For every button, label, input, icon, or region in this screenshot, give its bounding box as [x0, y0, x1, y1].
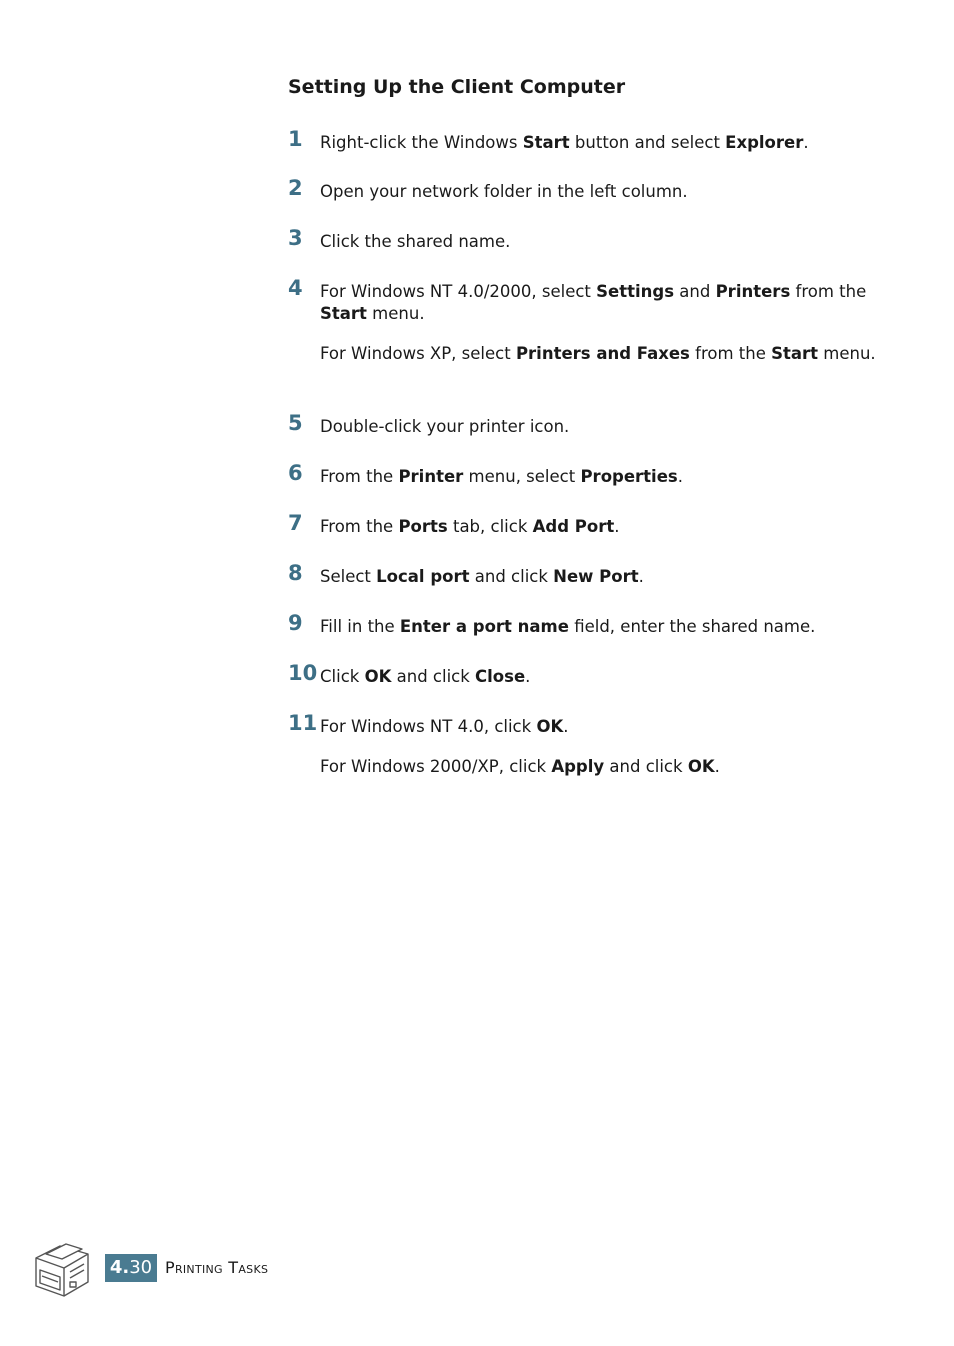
page-footer — [30, 1232, 430, 1302]
step-text — [320, 516, 888, 538]
step-text-run: . — [525, 667, 531, 686]
step-text-run: Click the shared name. — [320, 232, 511, 251]
step-text-run: From the — [320, 467, 399, 486]
ui-term: Start — [771, 344, 819, 363]
step-paragraph — [320, 281, 888, 325]
step-number: 8 — [288, 561, 303, 585]
step-text-run: . — [638, 567, 644, 586]
step-text-run: menu. — [366, 304, 425, 323]
ui-term: Explorer — [725, 133, 804, 152]
step-item — [288, 411, 888, 438]
ui-term: Add Port — [532, 517, 615, 536]
step-text-run: Fill in the — [320, 617, 400, 636]
step-number: 9 — [288, 611, 303, 635]
step-paragraph — [320, 181, 888, 203]
step-text-run: button and select — [569, 133, 726, 152]
step-text-run: For Windows NT 4.0/2000, select — [320, 282, 597, 301]
step-item — [288, 711, 888, 778]
step-text-run: . — [714, 757, 720, 776]
printer-icon — [30, 1232, 94, 1302]
step-text — [320, 416, 888, 438]
page-number: 30 — [129, 1257, 153, 1278]
step-paragraph — [320, 566, 888, 588]
step-text-run: and click — [469, 567, 554, 586]
ui-term: Printers — [715, 282, 791, 301]
step-number: 5 — [288, 411, 303, 435]
step-paragraph — [320, 416, 888, 438]
step-number: 11 — [288, 711, 318, 735]
step-text-run: field, enter the shared name. — [568, 617, 816, 636]
ui-term: Ports — [398, 517, 448, 536]
step-text-run: . — [677, 467, 683, 486]
step-text — [320, 616, 888, 638]
step-item — [288, 461, 888, 488]
step-text — [320, 132, 888, 154]
step-paragraph — [320, 466, 888, 488]
step-text-run: tab, click — [447, 517, 533, 536]
step-text-run: from the — [689, 344, 772, 363]
step-number: 3 — [288, 226, 303, 250]
step-text-run: From the — [320, 517, 399, 536]
step-text-run: Select — [320, 567, 377, 586]
step-number: 7 — [288, 511, 303, 535]
step-text — [320, 181, 888, 203]
step-text — [320, 466, 888, 488]
ui-term: Start — [320, 304, 367, 323]
step-item — [288, 127, 888, 154]
ui-term: Start — [522, 133, 570, 152]
step-text — [320, 666, 888, 688]
step-text-run: For Windows 2000/XP, click — [320, 757, 552, 776]
ui-term: Close — [475, 667, 526, 686]
page-title: Setting Up the Client Computer — [288, 76, 626, 98]
step-text-run: . — [614, 517, 620, 536]
step-note — [320, 756, 888, 778]
step-number: 2 — [288, 176, 303, 200]
step-item — [288, 226, 888, 253]
chapter-number: 4. — [109, 1257, 130, 1278]
step-text-run: Double-click your printer icon. — [320, 417, 570, 436]
page-number-badge — [105, 1254, 157, 1282]
step-text-run: and click — [391, 667, 476, 686]
ui-term: OK — [536, 717, 564, 736]
step-text-run: . — [563, 717, 569, 736]
step-number: 10 — [288, 661, 318, 685]
step-paragraph — [320, 231, 888, 253]
section-label: Printing Tasks — [165, 1258, 269, 1277]
step-text-run: Click — [320, 667, 365, 686]
step-paragraph — [320, 132, 888, 154]
step-paragraph — [320, 716, 888, 738]
step-text-run: menu, select — [463, 467, 581, 486]
step-text-run: For Windows NT 4.0, click — [320, 717, 537, 736]
step-text — [320, 716, 888, 778]
step-text-run: Open your network folder in the left column. — [320, 182, 688, 201]
step-item — [288, 276, 888, 365]
step-number: 6 — [288, 461, 303, 485]
step-text-run: . — [803, 133, 809, 152]
ui-term: OK — [364, 667, 392, 686]
ui-term: Properties — [580, 467, 678, 486]
step-note — [320, 343, 888, 365]
step-item — [288, 511, 888, 538]
step-item — [288, 661, 888, 688]
step-number: 4 — [288, 276, 303, 300]
step-item — [288, 611, 888, 638]
ui-term: Printers and Faxes — [515, 344, 690, 363]
step-item — [288, 176, 888, 203]
step-text-run: and click — [604, 757, 688, 776]
ui-term: Apply — [551, 757, 605, 776]
step-paragraph — [320, 516, 888, 538]
step-text — [320, 281, 888, 365]
step-text-run: menu. — [818, 344, 876, 363]
step-text — [320, 566, 888, 588]
step-item — [288, 561, 888, 588]
step-paragraph — [320, 616, 888, 638]
step-text-run: and — [674, 282, 716, 301]
ui-term: Printer — [398, 467, 464, 486]
step-text — [320, 231, 888, 253]
step-paragraph — [320, 666, 888, 688]
ui-term: New Port — [553, 567, 639, 586]
ui-term: Enter a port name — [399, 617, 569, 636]
step-text-run: Right-click the Windows — [320, 133, 523, 152]
step-text-run: from the — [790, 282, 867, 301]
step-text-run: For Windows XP, select — [320, 344, 516, 363]
ui-term: Settings — [596, 282, 675, 301]
step-number: 1 — [288, 127, 303, 151]
ui-term: OK — [687, 757, 715, 776]
ui-term: Local port — [376, 567, 470, 586]
